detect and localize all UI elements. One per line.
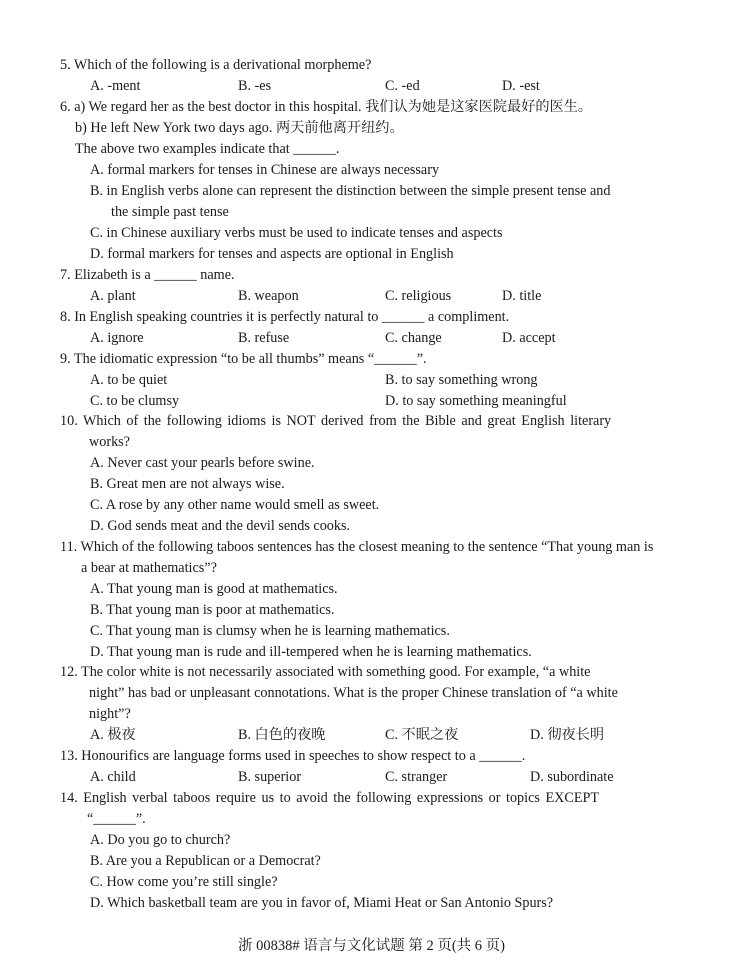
q6-line-a: 6. a) We regard her as the best doctor in this hospital. 我们认为她是这家医院最好的医生。: [60, 99, 593, 115]
q9-option-d: D. to say something meaningful: [385, 393, 567, 409]
q13-option-b: B. superior: [238, 769, 302, 785]
q9-stem: 9. The idiomatic expression “to be all thumbs” means “______”.: [60, 351, 427, 367]
q14-stem-line1: 14. English verbal taboos require us to avoid the following expressions or topics EXCEPT: [60, 790, 600, 806]
q10-option-d: D. God sends meat and the devil sends cooks.: [90, 518, 351, 534]
q7-option-b: B. weapon: [238, 288, 299, 304]
q9-option-c: C. to be clumsy: [90, 393, 180, 409]
q10-stem-line1: 10. Which of the following idioms is NOT derived from the Bible and great English literary: [60, 413, 612, 429]
q10-option-b: B. Great men are not always wise.: [90, 476, 285, 492]
q7-option-d: D. title: [502, 288, 542, 304]
q6-option-d: D. formal markers for tenses and aspects are optional in English: [90, 246, 454, 262]
q11-option-c: C. That young man is clumsy when he is learning mathematics.: [90, 623, 450, 639]
q10-option-c: C. A rose by any other name would smell as sweet.: [90, 497, 380, 513]
q12-stem-line3: night”?: [89, 706, 131, 722]
q5-option-b: B. -es: [238, 78, 272, 94]
q6-option-c: C. in Chinese auxiliary verbs must be used to indicate tenses and aspects: [90, 225, 503, 241]
q8-stem: 8. In English speaking countries it is perfectly natural to ______ a compliment.: [60, 309, 510, 325]
q13-option-a: A. child: [90, 769, 136, 785]
q12-option-a: A. 极夜: [90, 727, 136, 743]
q7-option-c: C. religious: [385, 288, 452, 304]
q6-stem: The above two examples indicate that ______.: [75, 141, 340, 157]
q8-option-d: D. accept: [502, 330, 556, 346]
q6-option-a: A. formal markers for tenses in Chinese are always necessary: [90, 162, 440, 178]
q14-option-b: B. Are you a Republican or a Democrat?: [90, 853, 321, 869]
q10-stem-line2: works?: [89, 434, 130, 450]
q7-option-a: A. plant: [90, 288, 136, 304]
q11-stem-line2: a bear at mathematics”?: [81, 560, 217, 576]
q9-option-a: A. to be quiet: [90, 372, 168, 388]
q5-stem: 5. Which of the following is a derivational morpheme?: [60, 57, 372, 73]
q14-option-d: D. Which basketball team are you in favor of, Miami Heat or San Antonio Spurs?: [90, 895, 554, 911]
page-footer: 浙 00838# 语言与文化试题 第 2 页(共 6 页): [237, 938, 506, 954]
q11-option-d: D. That young man is rude and ill-tempered when he is learning mathematics.: [90, 644, 532, 660]
q5-option-d: D. -est: [502, 78, 540, 94]
q9-option-b: B. to say something wrong: [385, 372, 538, 388]
q13-stem: 13. Honourifics are language forms used in speeches to show respect to a ______.: [60, 748, 526, 764]
q5-option-c: C. -ed: [385, 78, 420, 94]
q8-option-c: C. change: [385, 330, 442, 346]
q6-option-b-line1: B. in English verbs alone can represent the distinction between the simple present tense and: [90, 183, 611, 199]
q12-stem-line1: 12. The color white is not necessarily associated with something good. For example, “a white: [60, 664, 591, 680]
q14-option-a: A. Do you go to church?: [90, 832, 231, 848]
q11-option-a: A. That young man is good at mathematics.: [90, 581, 338, 597]
q7-stem: 7. Elizabeth is a ______ name.: [60, 267, 235, 283]
q11-option-b: B. That young man is poor at mathematics.: [90, 602, 335, 618]
q8-option-a: A. ignore: [90, 330, 144, 346]
q12-option-c: C. 不眠之夜: [385, 727, 459, 743]
q12-option-b: B. 白色的夜晚: [238, 727, 326, 743]
q8-option-b: B. refuse: [238, 330, 290, 346]
q13-option-d: D. subordinate: [530, 769, 614, 785]
q6-option-b-line2: the simple past tense: [111, 204, 229, 220]
q12-option-d: D. 彻夜长明: [530, 727, 605, 743]
q14-option-c: C. How come you’re still single?: [90, 874, 278, 890]
q12-stem-line2: night” has bad or unpleasant connotations. What is the proper Chinese translation of “a white: [89, 685, 618, 701]
q6-line-b: b) He left New York two days ago. 两天前他离开纽约。: [75, 120, 404, 136]
q5-option-a: A. -ment: [90, 78, 141, 94]
q14-stem-line2: “______”.: [87, 811, 146, 827]
q11-stem-line1: 11. Which of the following taboos sentences has the closest meaning to the sentence “That young man is: [60, 539, 654, 555]
q10-option-a: A. Never cast your pearls before swine.: [90, 455, 315, 471]
q13-option-c: C. stranger: [385, 769, 448, 785]
